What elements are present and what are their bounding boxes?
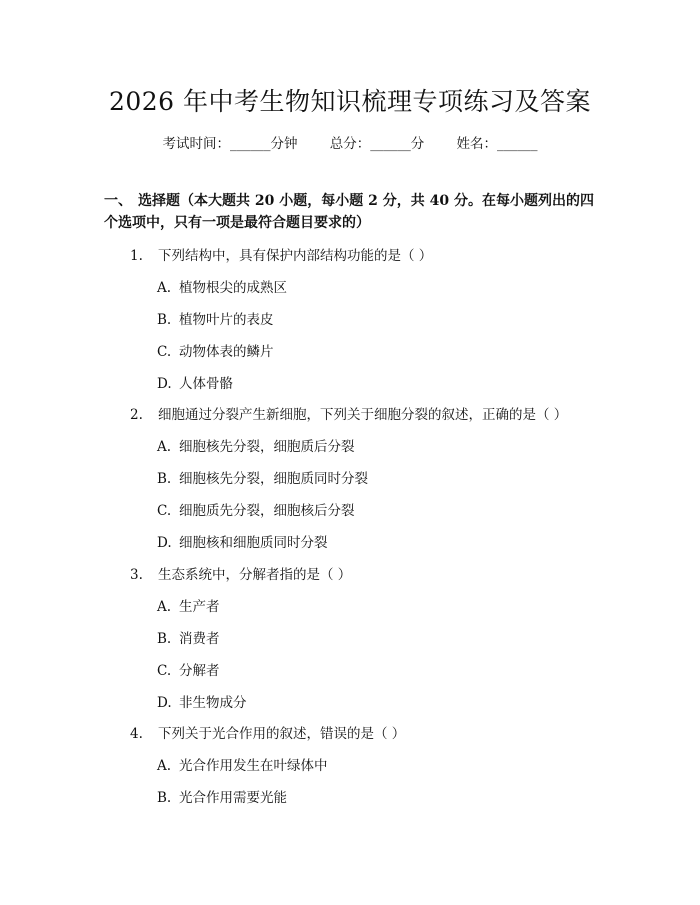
page-title: 2026 年中考生物知识梳理专项练习及答案	[108, 87, 592, 116]
option-text: 光合作用发生在叶绿体中	[179, 758, 328, 774]
option-letter: C.	[157, 503, 172, 519]
option-1d	[157, 372, 233, 392]
option-2d	[157, 531, 328, 551]
option-text: 细胞质先分裂，细胞核后分裂	[179, 503, 355, 519]
option-2c	[157, 499, 355, 519]
option-letter: C.	[157, 344, 172, 360]
option-1c	[157, 340, 274, 360]
option-letter: B.	[157, 631, 172, 647]
question-text: 下列结构中，具有保护内部结构功能的是（ ）	[158, 248, 433, 264]
option-letter: B.	[157, 790, 172, 806]
option-text: 光合作用需要光能	[179, 790, 287, 806]
option-text: 消费者	[179, 631, 220, 647]
question-number: 3.	[130, 567, 143, 583]
option-3c	[157, 659, 220, 679]
section-text: 选择题（本大题共 20 小题，每小题 2 分，共 40 分。在每小题列出的四个选项中，只有一项是最符合题目要求的）	[104, 193, 594, 231]
option-text: 植物根尖的成熟区	[179, 280, 287, 296]
option-3d	[157, 691, 247, 711]
option-letter: D.	[157, 695, 172, 711]
question-number: 2.	[130, 407, 143, 423]
option-2a	[157, 435, 355, 455]
option-text: 动物体表的鳞片	[179, 344, 274, 360]
option-letter: B.	[157, 471, 172, 487]
option-3a	[157, 595, 220, 615]
option-letter: C.	[157, 663, 172, 679]
question-2	[130, 403, 567, 423]
question-text: 生态系统中，分解者指的是（ ）	[158, 567, 352, 583]
option-letter: A.	[157, 758, 172, 774]
option-letter: A.	[157, 439, 172, 455]
question-1	[130, 244, 432, 264]
option-text: 细胞核先分裂，细胞质同时分裂	[179, 471, 368, 487]
option-letter: D.	[157, 376, 172, 392]
question-text: 细胞通过分裂产生新细胞，下列关于细胞分裂的叙述，正确的是（ ）	[158, 407, 568, 423]
option-letter: A.	[157, 599, 172, 615]
option-text: 植物叶片的表皮	[179, 312, 274, 328]
option-4a	[157, 754, 328, 774]
option-letter: D.	[157, 535, 172, 551]
option-text: 细胞核和细胞质同时分裂	[179, 535, 328, 551]
exam-name: 姓名：______	[456, 136, 538, 152]
option-text: 非生物成分	[179, 695, 247, 711]
option-1a	[157, 276, 287, 296]
section-heading	[104, 190, 604, 234]
option-text: 人体骨骼	[179, 376, 233, 392]
question-number: 4.	[130, 726, 143, 742]
exam-score: 总分：______分	[329, 136, 425, 152]
option-text: 分解者	[179, 663, 220, 679]
option-2b	[157, 467, 368, 487]
option-1b	[157, 308, 274, 328]
exam-meta	[0, 132, 700, 152]
question-3	[130, 563, 351, 583]
option-3b	[157, 627, 220, 647]
option-text: 细胞核先分裂，细胞质后分裂	[179, 439, 355, 455]
exam-time: 考试时间：______分钟	[162, 136, 298, 152]
question-4	[130, 722, 405, 742]
option-text: 生产者	[179, 599, 220, 615]
option-letter: B.	[157, 312, 172, 328]
question-number: 1.	[130, 248, 143, 264]
question-text: 下列关于光合作用的叙述，错误的是（ ）	[158, 726, 406, 742]
section-number: 一、	[104, 193, 132, 209]
option-letter: A.	[157, 280, 172, 296]
option-4b	[157, 786, 287, 806]
